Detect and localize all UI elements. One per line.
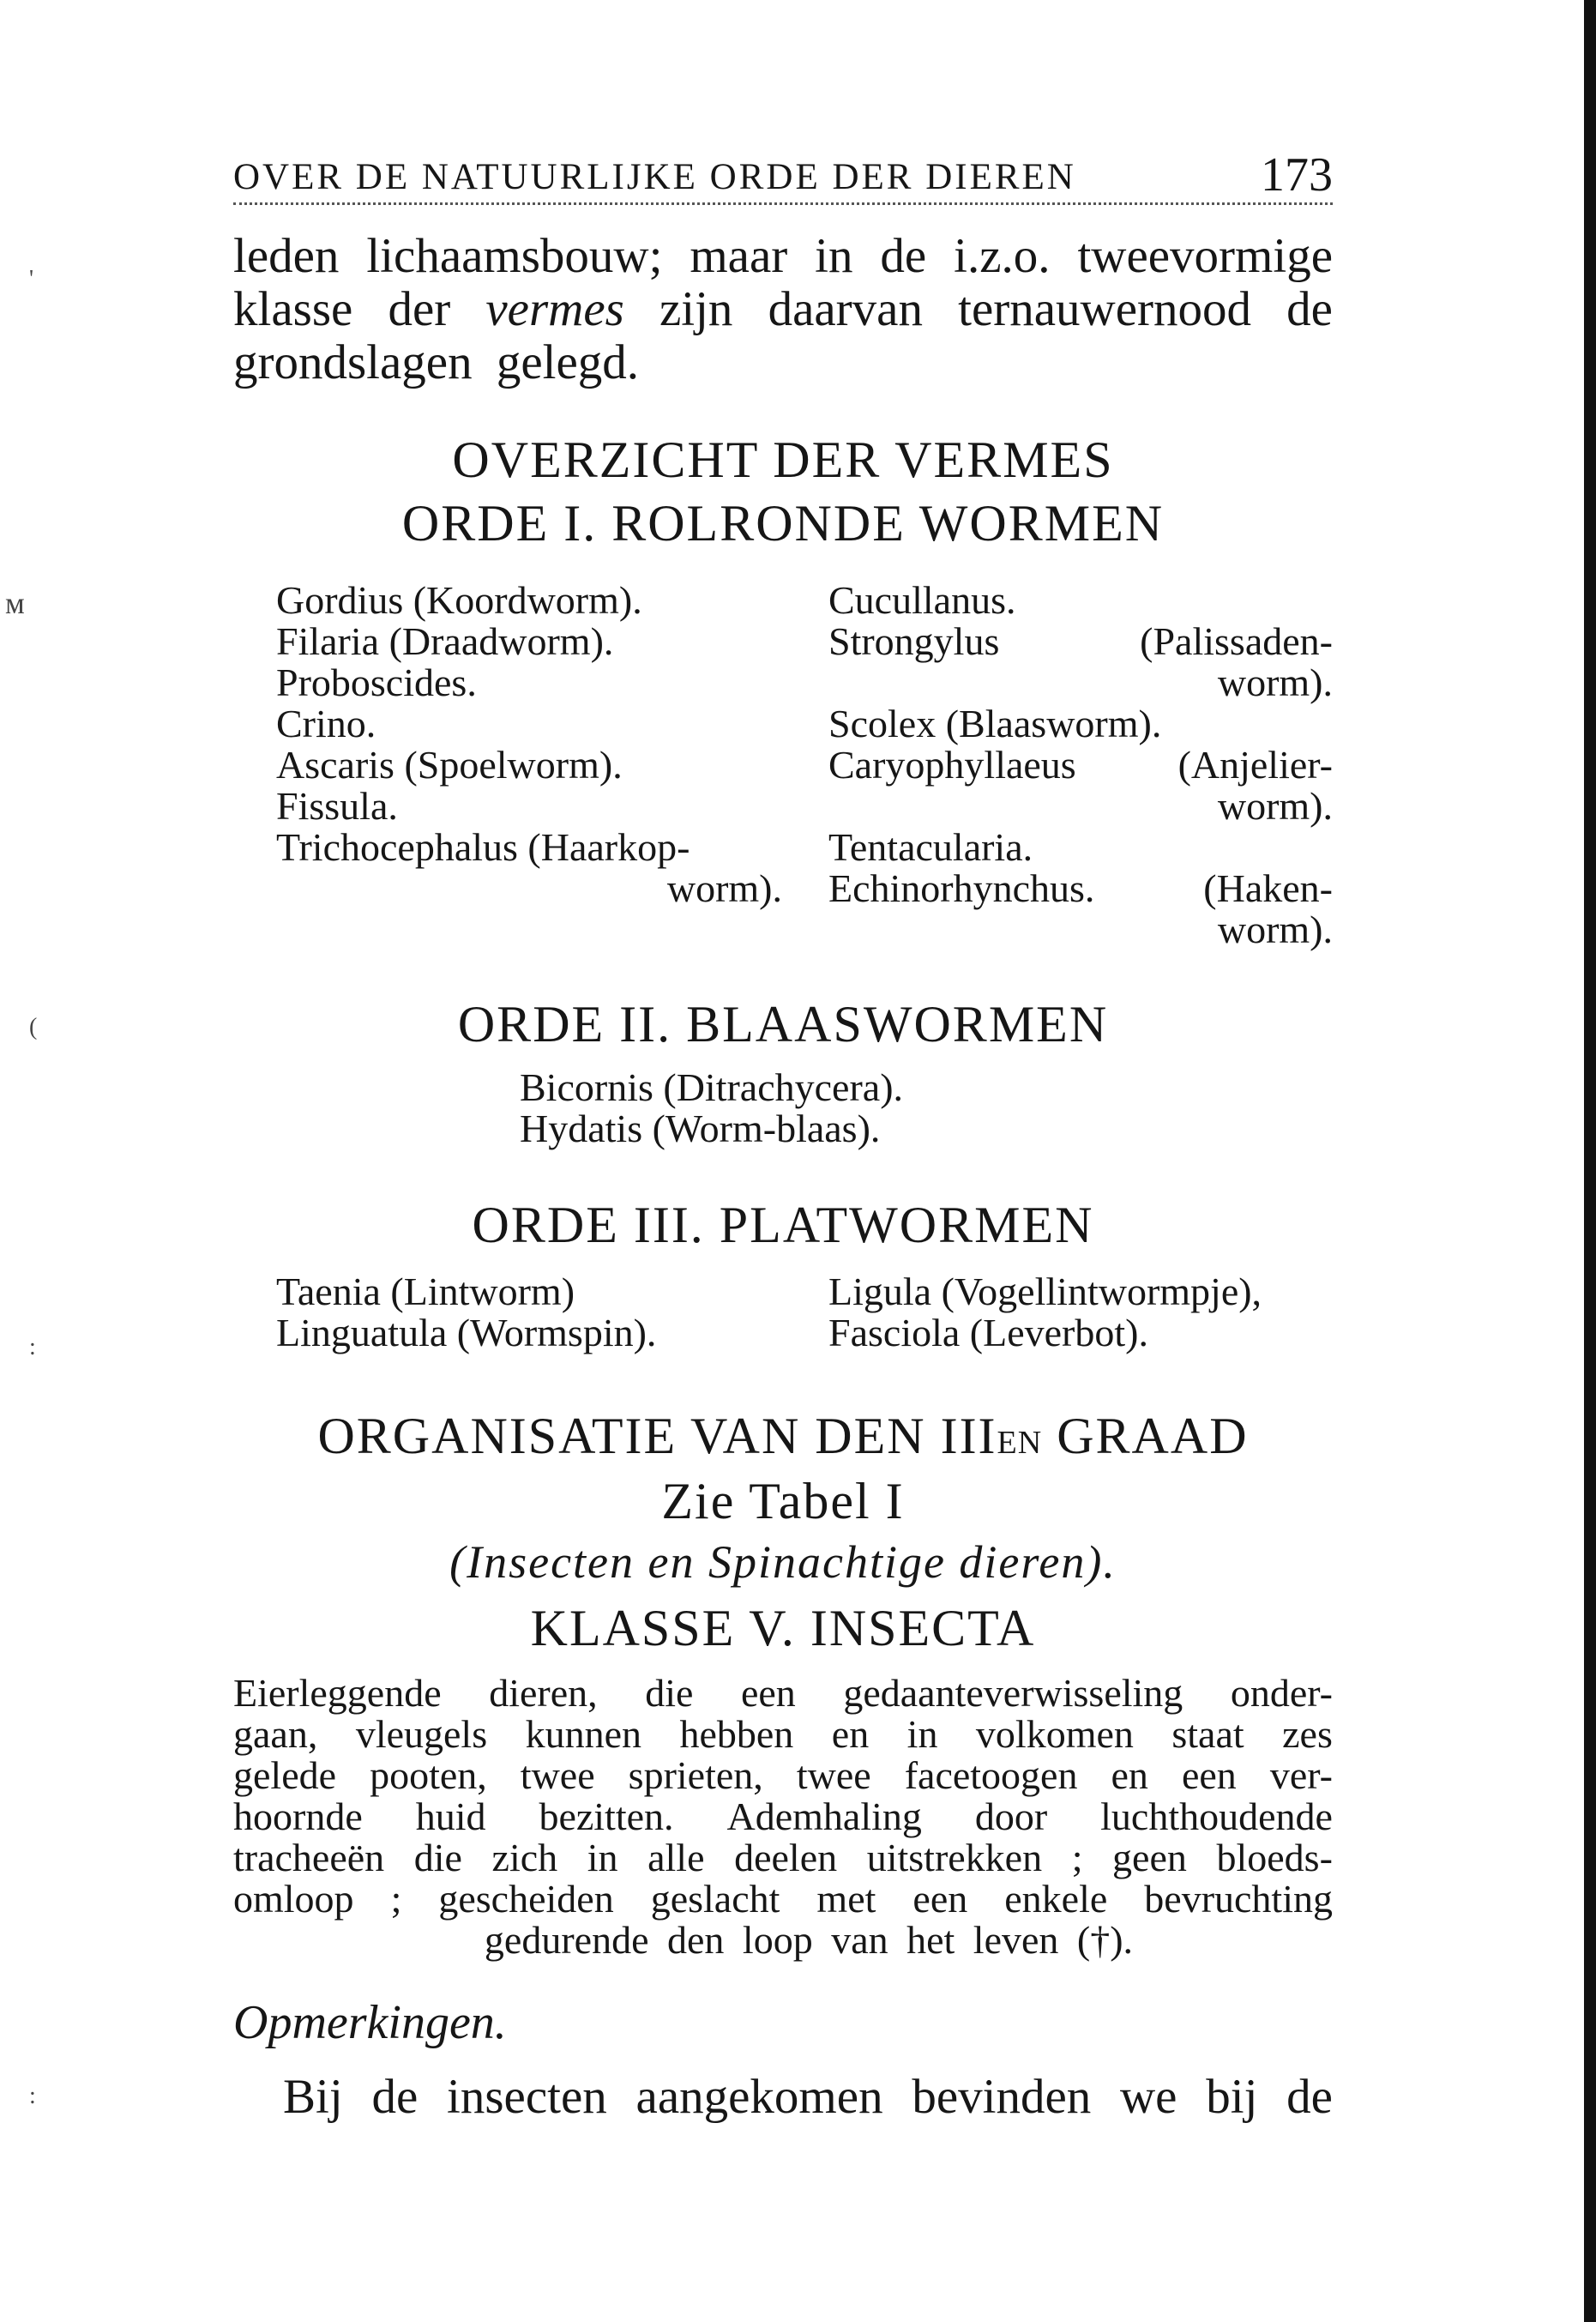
margin-mark: ᴍ <box>5 586 25 620</box>
list-item: Caryophyllaeus (Anjelier- <box>828 743 1333 787</box>
list-item: Gordius (Koordworm). <box>276 578 642 622</box>
page-number: 173 <box>1261 148 1333 202</box>
list-item: Bicornis (Ditrachycera). <box>520 1065 904 1109</box>
running-head-title: OVER DE NATUURLIJKE ORDE DER DIEREN <box>233 157 1076 197</box>
margin-mark: : <box>29 1334 36 1360</box>
list-item: Trichocephalus (Haarkop- <box>276 825 690 869</box>
margin-mark: ' <box>29 266 34 293</box>
list-item: Filaria (Draadworm). <box>276 619 614 663</box>
description-line: gaan, vleugels kunnen hebben en in volkomen staat zes <box>233 1712 1333 1756</box>
order2-list <box>520 1067 903 1149</box>
list-item: Fasciola (Leverbot). <box>828 1311 1148 1354</box>
order3-title: ORDE III. PLATWORMEN <box>472 1197 1094 1253</box>
description-line: omloop ; gescheiden geslacht met een enkele bevruchting <box>233 1877 1333 1921</box>
list-item: Proboscides. <box>276 660 477 704</box>
list-item: worm). <box>666 866 782 910</box>
margin-mark: : <box>29 2083 36 2109</box>
order2-title: ORDE II. BLAASWORMEN <box>457 996 1109 1052</box>
intro-line: grondslagen gelegd. <box>233 335 640 389</box>
list-item: Scolex (Blaasworm). <box>828 702 1162 745</box>
table-reference: Zie Tabel I <box>661 1473 905 1529</box>
list-item: Fissula. <box>276 784 398 828</box>
class5-title: KLASSE V. INSECTA <box>530 1600 1036 1656</box>
organisation-title: ORGANISATIE VAN DEN IIIEN GRAAD <box>317 1408 1249 1464</box>
list-item: Taenia (Lintworm) <box>276 1270 575 1313</box>
description-line: hoornde huid bezitten. Ademhaling door luchthoudende <box>233 1794 1333 1838</box>
organisation-subtitle: (Insecten en Spinachtige dieren). <box>449 1536 1117 1588</box>
order3-right-column <box>828 1271 1262 1354</box>
class5-description <box>233 1673 1333 1961</box>
intro-line: leden lichaamsbouw; maar in de i.z.o. tweevormige <box>233 229 1333 283</box>
list-item: Ligula (Vogellintwormpje), <box>828 1270 1262 1313</box>
list-item: Hydatis (Worm-blaas). <box>520 1107 881 1150</box>
list-item: Strongylus (Palissaden- <box>828 619 1333 663</box>
description-last-line: gedurende den loop van het leven (†). <box>484 1918 1134 1962</box>
order1-right-column <box>828 580 1333 950</box>
list-item: Cucullanus. <box>828 578 1016 622</box>
list-item: worm). <box>1217 660 1333 704</box>
list-item: Tentacularia. <box>828 825 1033 869</box>
description-line: Eierleggende dieren, die een gedaanteverwisseling onder- <box>233 1671 1333 1715</box>
list-item: Ascaris (Spoelworm). <box>276 743 623 787</box>
margin-mark: ( <box>29 1014 38 1040</box>
intro-line: klasse der vermes zijn daarvan ternauwernood de <box>233 282 1333 336</box>
order1-left-column <box>276 580 782 909</box>
remarks-heading: Opmerkingen. <box>233 1996 507 2049</box>
order1-title: ORDE I. ROLRONDE WORMEN <box>401 495 1165 552</box>
description-line: tracheeën die zich in alle deelen uitstrekken ; geen bloeds- <box>233 1836 1333 1879</box>
page-edge-bar <box>1584 0 1596 2322</box>
description-line: gelede pooten, twee sprieten, twee facetoogen en een ver- <box>233 1753 1333 1797</box>
list-item: Linguatula (Wormspin). <box>276 1311 657 1354</box>
final-line: Bij de insecten aangekomen bevinden we bij de <box>283 2070 1333 2124</box>
list-item: worm). <box>1217 784 1333 828</box>
list-item: Echinorhynchus. (Haken- <box>828 866 1333 910</box>
list-item: Crino. <box>276 702 376 745</box>
overview-title: OVERZICHT DER VERMES <box>452 431 1114 488</box>
list-item: worm). <box>1217 908 1333 951</box>
order3-left-column <box>276 1271 656 1354</box>
running-head <box>233 148 1333 205</box>
